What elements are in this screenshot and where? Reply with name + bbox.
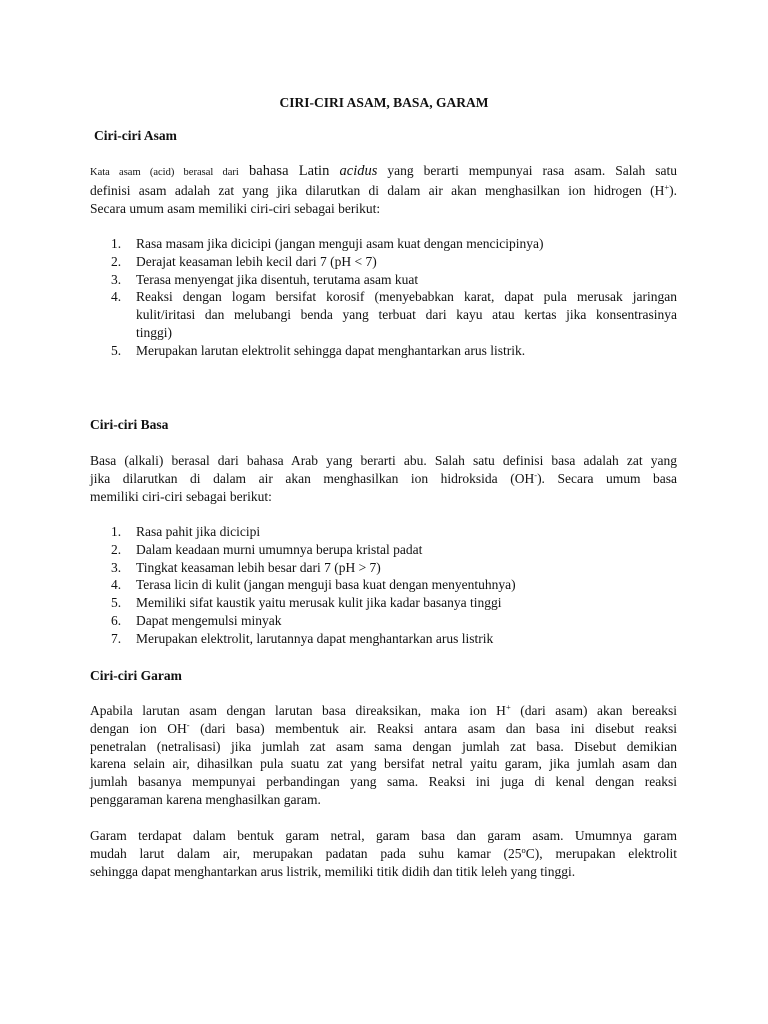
basa-intro-line-3: memiliki ciri-ciri sebagai berikut: — [90, 488, 272, 504]
garam-paragraph-2: Garam terdapat dalam bentuk garam netral, garam basa dan garam asam. Umumnya garam mudah larut dalam air, merupakan padatan pada suhu kamar (25$^o$C), merupakan elektrolit sehingga dapat menghantarkan arus listrik, memiliki titik didih dan titik leleh yang tinggi. — [90, 828, 677, 879]
basa-intro-line-1: Basa (alkali) berasal dari bahasa Arab yang berarti abu. Salah satu definisi basa adalah zat yang — [90, 453, 677, 468]
list-item: 7. Merupakan elektrolit, larutannya dapat menghantarkan arus listrik — [111, 630, 494, 646]
asam-intro-line-3: Secara umum asam memiliki ciri-ciri sebagai berikut: — [90, 200, 381, 216]
list-item: 2. Derajat keasaman lebih kecil dari 7 (pH < 7) — [111, 253, 377, 269]
basa-list — [111, 523, 677, 648]
basa-heading: Ciri-ciri Basa — [90, 417, 169, 432]
asam-list — [111, 235, 677, 360]
list-item: 1. Rasa pahit jika dicicipi — [111, 524, 261, 539]
asam-heading: Ciri-ciri Asam — [94, 128, 177, 143]
list-item: 5. Merupakan larutan elektrolit sehingga dapat menghantarkan arus listrik. — [111, 342, 526, 358]
list-item: 3. Tingkat keasaman lebih besar dari 7 (pH > 7) — [111, 559, 381, 575]
garam-paragraph-1: Apabila larutan asam dengan larutan basa direaksikan, maka ion H+ (dari asam) akan bereaksi dengan ion OH- (dari basa) membentuk air. Reaksi antara asam dan basa ini disebut reaksi penetralan (netralisasi) jika jumlah zat asam sama dengan jumlah zat basa. Disebut demikian karena selain air, dihasilkan pula suatu zat yang bersifat netral yaitu garam, jika jumlah asam dan jumlah basanya mempunyai perbandingan yang sama. Reaksi ini juga di kenal dengan reaksi penggaraman karena menghasilkan garam. — [90, 702, 677, 807]
garam-heading: Ciri-ciri Garam — [90, 668, 182, 683]
list-item: 4. Reaksi dengan logam bersifat korosif (menyebabkan karat, dapat pula merusak jaringan kulit/iritasi dan melubangi benda yang terbuat dari kayu atau kertas jika konsentrasinya tinggi) — [111, 289, 677, 340]
document-title: CIRI-CIRI ASAM, BASA, GARAM — [279, 95, 489, 110]
list-item: 6. Dapat mengemulsi minyak — [111, 612, 282, 628]
list-item: 4. Terasa licin di kulit (jangan menguji basa kuat dengan menyentuhnya) — [111, 577, 516, 593]
asam-intro-line-1: Kata asam (acid) berasal dari bahasa Latin acidus yang berarti mempunyai rasa asam. Salah satu — [90, 163, 677, 179]
list-item: 1. Rasa masam jika dicicipi (jangan menguji asam kuat dengan mencicipinya) — [111, 236, 544, 251]
basa-intro — [90, 452, 677, 505]
asam-intro-line-2: definisi asam adalah zat yang jika dilarutkan di dalam air akan menghasilkan ion hidrogen (H+). — [90, 181, 677, 198]
list-item: 2. Dalam keadaan murni umumnya berupa kristal padat — [111, 541, 423, 557]
basa-intro-line-2: jika dilarutkan di dalam air akan menghasilkan ion hidroksida (OH-). Secara umum basa — [90, 469, 677, 486]
list-item: 5. Memiliki sifat kaustik yaitu merusak kulit jika kadar basanya tinggi — [111, 595, 502, 611]
list-item: 3. Terasa menyengat jika disentuh, terutama asam kuat — [111, 271, 419, 287]
asam-intro — [90, 162, 677, 217]
